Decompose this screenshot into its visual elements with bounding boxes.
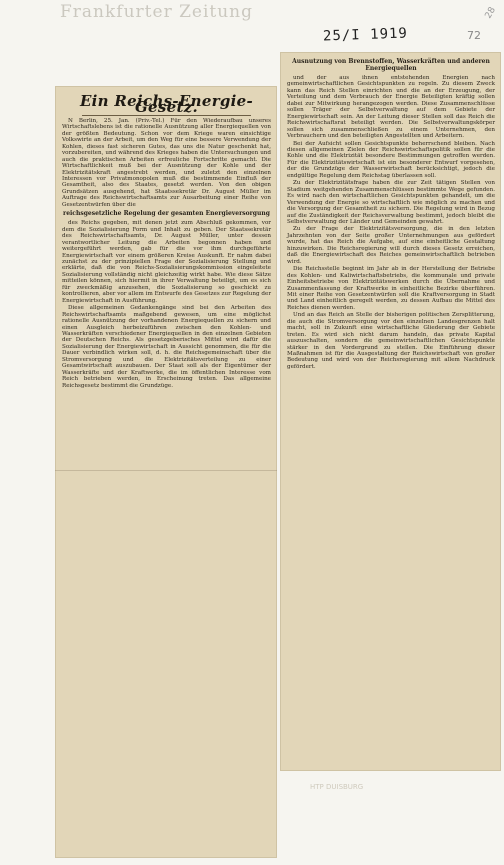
- article-paragraph: Zu der Elektrizitätsfrage haben die zur Zeit tätigen Stellen von Stadium weitgehenden Zusammenschlüssen bestimmte Wege gefunden. Es wird nach den wirtschaftlichen Gesichtspunkten gehandelt, um die Verwendung der Energie so wirtschaftlich wie möglich zu machen und die Versorgung der Gesamtheit zu sichern. Die Regelung wird in Bezug auf die Zuständigkeit der Reichsverwaltung bestimmt, jedoch bleibt die Selbstverwaltung der Länder und Gemeinden gewahrt.: [287, 180, 495, 225]
- archive-watermark: HTP DUISBURG: [310, 783, 364, 791]
- handwritten-date: 25/I 1919: [322, 25, 409, 45]
- article-column-left: [55, 86, 277, 389]
- article-subheading: Ausnutzung von Brennstoffen, Wasserkräften und anderen Energiequellen: [292, 58, 490, 72]
- article-paragraph: Die Reichsstelle beginnt im Jahr ab in der Herstellung der Betriebe des Kohlen- und Kaliwirtschaftsbetriebs, die kommunale und private Einheitsbetriebe von Elektrizitätswerken durch die Übernahme und Zusammenfassung der Kraftwerke in einheitliche Bezirke überführen. Mit einer Reihe von Gesetzentwürfen soll die Kraftversorgung in Stadt und Land einheitlich geregelt werden, zu dessen Aufbau die Mittel des Reiches dienen werden.: [287, 266, 495, 311]
- corner-mark: 28: [483, 5, 498, 21]
- article-paragraph: und der aus ihnen entstehenden Energien nach gemeinwirtschaftlichen Gesichtspunkten zu regeln. Zu diesem Zweck kann das Reich Stellen einrichten und die an der Erzeugung, der Verteilung und dem Verbrauch der Energie Beteiligten kräftig sollen dabei zur Mitwirkung herangezogen werden. Diese Zusammenschlüsse sollen Träger der Selbstverwaltung auf dem Gebiete der Energiewirtschaft sein. An der Leitung dieser Stellen soll das Reich die Reichswirtschaftsrat beteiligt werden. Die Selbstverwaltungskörper sollen sich zusammenschließen zu einem Unternehmen, den Verbrauchern und den beteiligten Angestellten und Arbeitern.: [287, 75, 495, 140]
- paper-fold-line: [55, 470, 277, 471]
- article-column-right: [280, 52, 501, 370]
- article-paragraph: des Reichs gegeben, mit denen jetzt zum Abschluß gekommen, vor dem die Sozialisierung Form und Inhalt zu geben. Der Staatssekretär des Reichswirtschaftsamts, Dr. August Müller, unter dessen verantwortlicher Leitung die Arbeiten begonnen haben und weitergeführt werden, gab für die vor ihm durchgeführte Energiewirtschaft vor einem größeren Kreise Auskunft. Er nahm dabei zunächst zu der prinzipiellen Frage der Sozialisierung Stellung und erklärte, daß die von Reichs-Sozialisierungskommission eingeleitete Sozialisierung vollständig nicht gleichzeitig wirkt habe. Wie diese Sätze mitteilen können, sich hiermit in ihrer Verwaltung beteiligt, um es sich für zweckmäßig anzusehen, die Sozialisierung so geschickt zu kontrollieren, aber vor allem im Entwurfe des Gesetzes zur Regelung der Energiewirtschaft in Ausführung.: [62, 220, 271, 304]
- newspaper-clipping-left: [55, 86, 277, 858]
- article-paragraph: Und an das Reich an Stelle der bisherigen politischen Zersplitterung, die auch die Stromversorgung vor den einzelnen Landesgrenzen halt macht, soll in Zukunft eine wirtschaftliche Gliederung der Gebiete treten. Es wird sich nicht darum handeln, das private Kapital auszuschalten, sondern die gemeinwirtschaftlichen Gesichtspunkte stärker in den Vordergrund zu stellen. Die Einführung dieser Maßnahmen ist für die Ausgestaltung der Reichswirtschaft von großer Bedeutung und wird von der Reichsregierung mit allem Nachdruck gefördert.: [287, 312, 495, 370]
- article-subheading: reichsgesetzliche Regelung der gesamten Energieversorgung: [63, 210, 270, 218]
- page-number: 72: [467, 29, 481, 42]
- article-paragraph: Bei der Aufsicht sollen Gesichtspunkte beherrschend bleiben. Nach diesen allgemeinen Zielen der Reichswirtschaftspolitik sollen für die Kohle und die Elektrizität besondere Bestimmungen getroffen werden. Für die Elektrizitätswirtschaft ist ein besonderer Entwurf vorgesehen, der die Grundzüge der Wasserwirtschaft berücksichtigt, jedoch die endgültige Regelung dem Reichstag überlassen soll.: [287, 140, 495, 179]
- article-paragraph: N Berlin, 25. Jan. (Priv.-Tel.) Für den Wiederaufbau unseres Wirtschaftslebens ist die rationelle Ausnützung aller Energiequellen von der größten Bedeutung. Schon vor dem Kriege waren einsichtige Volkswirte an der Arbeit, um den Weg für eine bessere Verwendung der Kohlen, dieses fast sicheren Gutes, das uns die Natur geschenkt hat, vorzubereiten, und während des Krieges haben die Untersuchungen und auch die praktischen Arbeiten erfreuliche Fortschritte gemacht. Die Wirtschaftlichkeit muß bei der Ausnützung der Kohle und der Elektrizitätskraft angestrebt werden, und zuletzt den einzelnen Interessen vor Privatmonopolen muß die bestimmende Einfluß der Gesamtheit, also des Staates, gesetzt werden. Von den obigen Grundsätzen ausgehend, hat Staatssekretär Dr. August Müller im Auftrage des Reichswirtschaftsamts zur Ausarbeitung einer Reihe von Gesetzentwürfen über die: [62, 117, 271, 208]
- newspaper-clipping-right: [280, 52, 501, 771]
- newspaper-masthead: Frankfurter Zeitung: [60, 2, 254, 22]
- article-headline: Ein Reichs-Energie-Gesetz.: [79, 92, 254, 117]
- article-paragraph: Zu der Frage der Elektrizitätsversorgung, die in den letzten Jahrzehnten von der Seite großer Unternehmungen aus gefördert wurde, hat das Reich die Aufgabe, auf eine einheitliche Gestaltung hinzuwirken. Die Reichsregierung will durch dieses Gesetz erreichen, daß die Energiewirtschaft des Reiches gemeinwirtschaftlich betrieben wird.: [287, 226, 495, 265]
- article-paragraph: Diese allgemeinen Gedankengänge sind bei den Arbeiten des Reichswirtschaftsamts maßgebend gewesen, um eine möglichst rationelle Ausnützung der vorhandenen Energiequellen zu sichern und einen Ausgleich herbeizuführen zwischen den Kohlen- und Wasserkräften verschiedener Energiequellen in den einzelnen Gebieten der Deutschen Reichs. Als gesetzgeberisches Mittel wird dafür die Sozialisierung der Energiewirtschaft in Aussicht genommen, die für die Dauer verbindlich wirken soll, d. h. die Reichsgemeinschaft über die Stromversorgung und die Elektrizitätsverteilung zu einer Gesamtwirtschaft auszubauen. Der Staat soll als der Eigentümer der Wasserkräfte und der Kraftwerke, die im öffentlichen Interesse vom Reich betrieben werden, in Erscheinung treten. Das allgemeine Reichsgesetz bestimmt die Grundzüge.: [62, 305, 271, 389]
